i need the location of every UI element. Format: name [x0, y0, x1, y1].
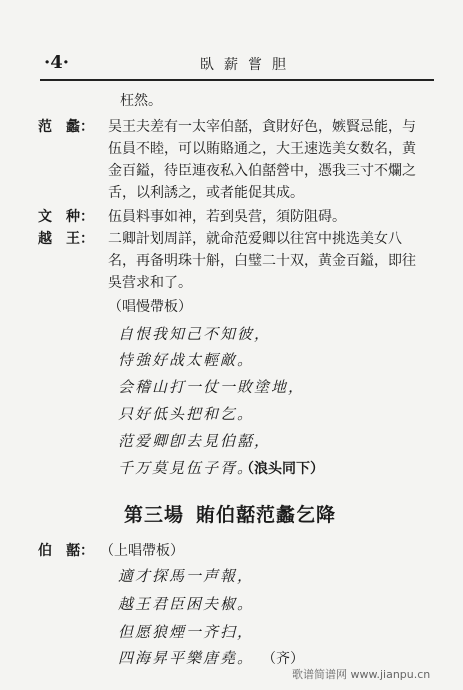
scene-number: 第三場	[124, 504, 185, 526]
running-title: 臥薪嘗胆	[200, 57, 296, 73]
dialogue-line: 二卿計划周詳，就命范爱卿以往宮中挑选美女八	[108, 231, 402, 247]
header-rule	[40, 79, 434, 81]
stage-direction: （浪头同下）	[240, 461, 324, 477]
speaker-bopi: 伯 嚭：	[38, 543, 94, 559]
verse-line: 適才探馬一声報，	[118, 567, 255, 585]
scene-name: 賄伯嚭范蠡乞降	[196, 504, 337, 526]
dialogue-line: 伍員不睦，可以賄賂通之，大王速选美女数名，黄	[108, 141, 416, 157]
verse-line: 但愿狼煙一齐扫，	[118, 623, 255, 641]
dialogue-line: 舌，以利誘之，或者能促其成。	[108, 185, 304, 201]
scene-title	[124, 500, 336, 527]
page-header	[40, 52, 440, 78]
dialogue-line: 金百鎰，待臣連夜私入伯嚭營中，憑我三寸不爛之	[108, 163, 416, 179]
speaker-yuewang: 越 王：	[38, 231, 94, 247]
verse-line: 只好低头把和乞。	[118, 405, 255, 423]
text-line: 枉然。	[120, 93, 162, 109]
verse-line: 越王君臣困夫椒。	[118, 595, 255, 613]
stage-direction: （齐）	[262, 651, 304, 667]
dialogue-line: 名，再备明珠十斛，白璧二十双，黄金百鎰，即往	[108, 253, 416, 269]
dialogue-line: 伍員料事如神，若到吳营，須防阻碍。	[108, 209, 346, 225]
dialogue-line: 吳营求和了。	[108, 275, 192, 291]
verse-line: 恃強好战太輕敵。	[118, 351, 255, 369]
verse-line: 千万莫見伍子胥。	[118, 459, 255, 477]
verse-line: 范爱卿卽去見伯嚭，	[118, 432, 272, 450]
site-watermark: 歌谱简谱网 www.jianpu.cn	[292, 668, 431, 681]
tune-direction: （上唱帶板）	[100, 543, 184, 559]
verse-line: 会稽山打一仗一敗塗地，	[118, 378, 306, 396]
verse-line: 四海昇平樂唐堯。	[118, 649, 255, 667]
speaker-fanli: 范 蠡：	[38, 119, 94, 135]
speaker-wenzhong: 文 种：	[38, 209, 94, 225]
tune-direction: （唱慢帶板）	[108, 299, 192, 315]
dialogue-line: 吴王夫差有一太宰伯嚭，貪財好色，嫉賢忌能，与	[108, 119, 416, 135]
page-number: ·4·	[44, 52, 70, 73]
verse-line: 自恨我知己不知彼，	[118, 325, 272, 343]
